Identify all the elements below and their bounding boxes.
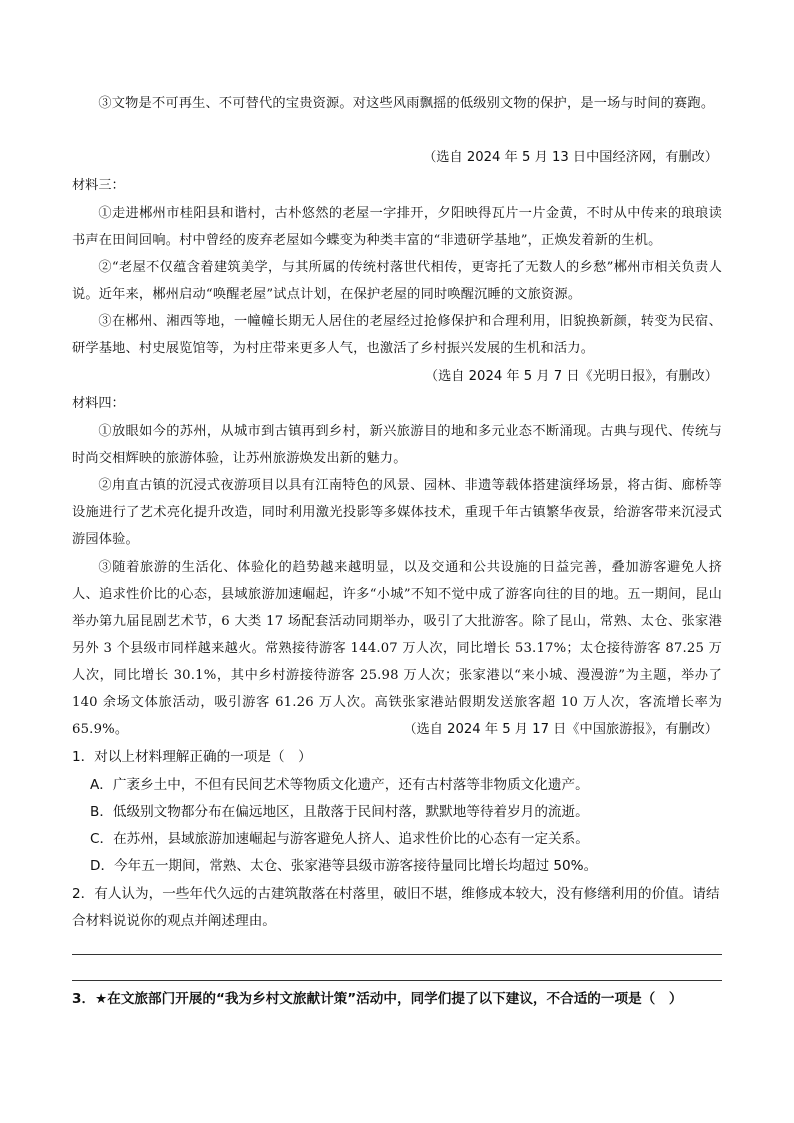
material4-heading: 材料四： (72, 396, 125, 411)
material3-source: （选自 2024 年 5 月 7 日《光明日报》，有删改） (424, 369, 718, 384)
question-2-stem: 2．有人认为，一些年代久远的古建筑散落在村落里，破旧不堪，维修成本较大，没有修缮利用的价值。请结合材料说说你的观点并阐述理由。 (72, 886, 720, 929)
question-1-option-b[interactable]: B．低级别文物都分布在偏远地区，且散落于民间村落，默默地等待着岁月的流逝。 (90, 804, 589, 820)
material4-paragraph-1: ①放眼如今的苏州，从城市到古镇再到乡村，新兴旅游目的地和多元业态不断涌现。古典与现代、传统与时尚交相辉映的旅游体验，让苏州旅游焕发出新的魅力。 (72, 424, 722, 466)
material2-paragraph-3: ③文物是不可再生、不可替代的宝贵资源。对这些风雨飘摇的低级别文物的保护，是一场与时间的赛跑。 (98, 96, 715, 111)
answer-line-2[interactable] (72, 980, 722, 981)
material3-heading: 材料三： (72, 178, 125, 193)
material4-source: （选自 2024 年 5 月 17 日《中国旅游报》，有删改） (403, 722, 718, 737)
material4-paragraph-2: ②甪直古镇的沉浸式夜游项目以具有江南特色的风景、园林、非遗等载体搭建演绎场景，将古街、廊桥等设施进行了艺术亮化提升改造，同时利用激光投影等多媒体技术，重现千年古镇繁华夜景，给游客带来沉浸式游园体验。 (72, 478, 722, 547)
question-1-option-c[interactable]: C．在苏州，县域旅游加速崛起与游客避免人挤人、追求性价比的心态有一定关系。 (90, 831, 589, 847)
question-1-option-a[interactable]: A．广袤乡土中，不但有民间艺术等物质文化遗产，还有古村落等非物质文化遗产。 (90, 777, 589, 793)
material4-paragraph-3: ③随着旅游的生活化、体验化的趋势越来越明显，以及交通和公共设施的日益完善，叠加游客避免人挤人、追求性价比的心态，县域旅游加速崛起，许多“小城”不知不觉中成了游客向往的目的地。五一期间，昆山举办第九届昆剧艺术节，6 大类 17 场配套活动同期举办，吸引了大批游客。除了昆山，常熟、太仓、张家港另外 3 个县级市同样越来越火。常熟接待游客 144.07 万人次，同比增长 53.17%；太仓接待游客 87.25 万人次，同比增长 30.1%，其中乡村游接待游客 25.98 万人次；张家港以“来小城、漫漫游”为主题，举办了 140 余场文体旅活动，吸引游客 61.26 万人次。高铁张家港站假期发送旅客超 10 万人次，客流增长率为 65.9%。 (72, 560, 722, 737)
question-1-option-d[interactable]: D．今年五一期间，常熟、太仓、张家港等县级市游客接待量同比增长均超过 50%。 (90, 858, 598, 874)
material3-paragraph-2: ②“老屋不仅蕴含着建筑美学，与其所属的传统村落世代相传，更寄托了无数人的乡愁”郴州市相关负责人说。近年来，郴州启动“唤醒老屋”试点计划，在保护老屋的同时唤醒沉睡的文旅资源。 (72, 260, 722, 302)
question-3-stem: 3．★在文旅部门开展的“我为乡村文旅献计策”活动中，同学们提了以下建议，不合适的一项是（ ） (72, 991, 683, 1007)
material2-source: （选自 2024 年 5 月 13 日中国经济网，有删改） (423, 150, 718, 165)
material3-paragraph-3: ③在郴州、湘西等地，一幢幢长期无人居住的老屋经过抢修保护和合理利用，旧貌换新颜，转变为民宿、研学基地、村史展览馆等，为村庄带来更多人气，也激活了乡村振兴发展的生机和活力。 (72, 314, 722, 356)
answer-line-1[interactable] (72, 954, 722, 955)
material3-paragraph-1: ①走进郴州市桂阳县和谐村，古朴悠然的老屋一字排开，夕阳映得瓦片一片金黄，不时从中传来的琅琅读书声在田间回响。村中曾经的废弃老屋如今蝶变为种类丰富的“非遗研学基地”，正焕发着新的生机。 (72, 206, 722, 248)
question-1-stem: 1．对以上材料理解正确的一项是（ ） (72, 749, 312, 765)
